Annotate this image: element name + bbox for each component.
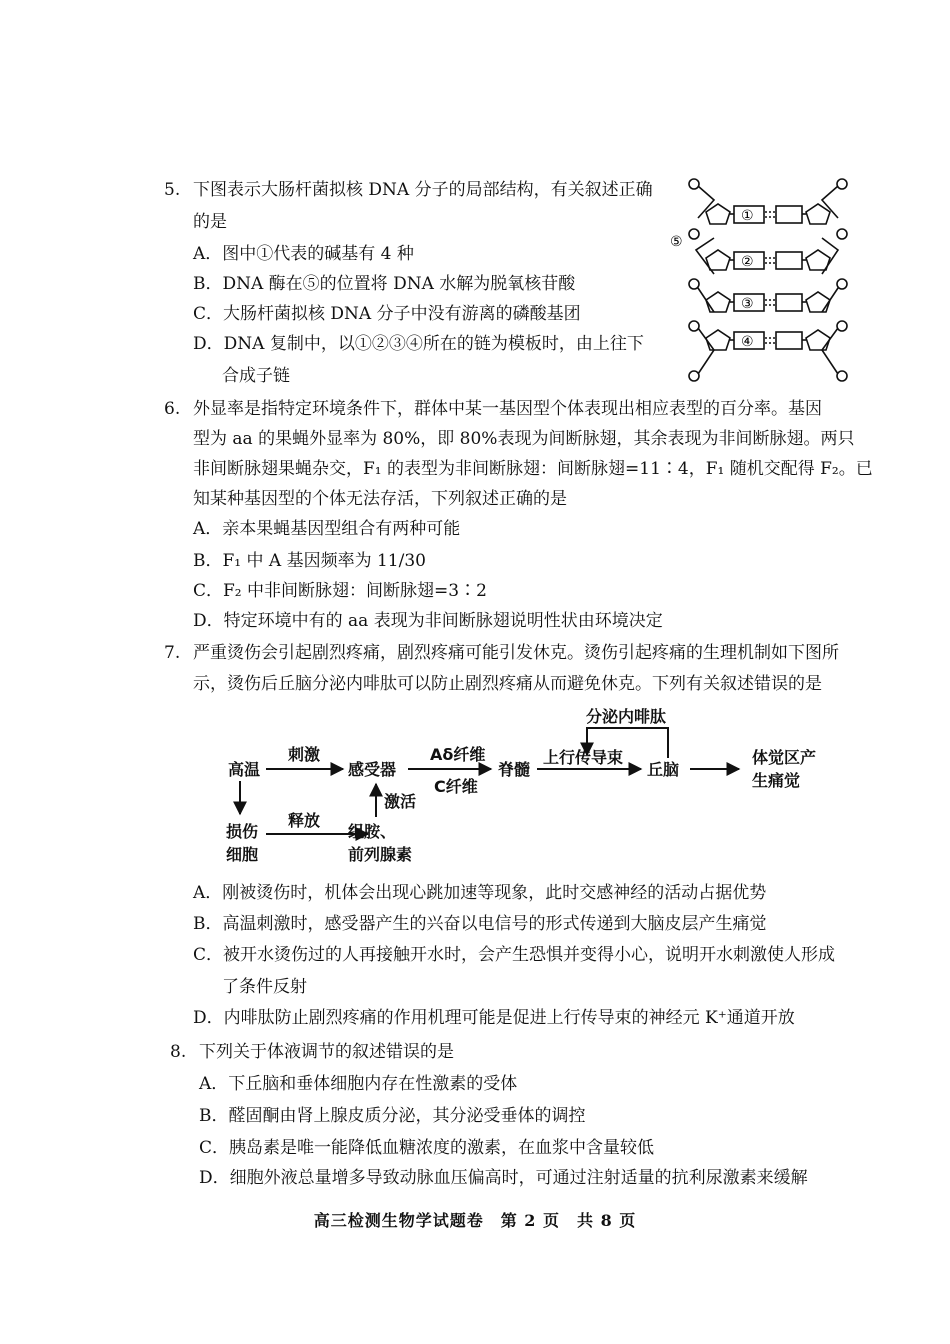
node-zuan-line1: 组胺、 (348, 822, 397, 841)
label-ciji: 刺激 (288, 745, 321, 764)
q8-stem: 下列关于体液调节的叙述错误的是 (199, 1042, 454, 1062)
node-tijue-line2: 生痛觉 (752, 771, 801, 790)
q6-stem-line1: 外显率是指特定环境条件下，群体中某一基因型个体表现出相应表型的百分率。基因 (193, 399, 822, 419)
q7-number: 7. (164, 643, 181, 663)
dna-base-label: ② (741, 254, 754, 270)
dna-base-label: ① (741, 208, 754, 224)
q6-option-a: A．亲本果蝇基因型组合有两种可能 (193, 519, 461, 539)
node-qiunao: 丘脑 (647, 760, 680, 779)
node-jisui: 脊髓 (498, 760, 531, 779)
page-footer: 高三检测生物学试题卷 第 2 页 共 8 页 (313, 1211, 637, 1230)
q5-option-a: A．图中①代表的碱基有 4 种 (193, 244, 414, 264)
dna-structure-figure (668, 178, 864, 386)
q5-option-c: C．大肠杆菌拟核 DNA 分子中没有游离的磷酸基团 (193, 304, 581, 324)
q7-option-d: D．内啡肽防止剧烈疼痛的作用机理可能是促进上行传导束的神经元 K⁺通道开放 (193, 1008, 795, 1028)
q7-stem-line2: 示，烫伤后丘脑分泌内啡肽可以防止剧烈疼痛从而避免休克。下列有关叙述错误的是 (193, 674, 822, 694)
node-ganshouqi: 感受器 (348, 760, 397, 779)
q5-stem-line2: 的是 (193, 212, 227, 232)
q6-option-c: C．F₂ 中非间断脉翅：间断脉翅=3∶2 (193, 581, 487, 601)
q6-stem-line2: 型为 aa 的果蝇外显率为 80%，即 80%表现为间断脉翅，其余表现为非间断脉翅。两只 (193, 429, 855, 449)
dna-base-label: ④ (741, 334, 754, 350)
q8-number: 8. (170, 1042, 187, 1062)
q6-option-d: D．特定环境中有的 aa 表现为非间断脉翅说明性状由环境决定 (193, 611, 663, 631)
node-sunshang-line2: 细胞 (226, 845, 259, 864)
q8-option-c: C．胰岛素是唯一能降低血糖浓度的激素，在血浆中含量较低 (199, 1138, 655, 1158)
q8-option-b: B．醛固酮由肾上腺皮质分泌，其分泌受垂体的调控 (199, 1106, 586, 1126)
node-gaowen: 高温 (228, 760, 261, 779)
q5-number: 5. (164, 180, 181, 200)
q7-option-c-line1: C．被开水烫伤过的人再接触开水时，会产生恐惧并变得小心，说明开水刺激使人形成 (193, 945, 836, 965)
pain-mechanism-diagram (200, 700, 840, 870)
label-jihuo: 激活 (384, 792, 417, 811)
dna-marker-5: ⑤ (670, 234, 683, 250)
q7-stem-line1: 严重烫伤会引起剧烈疼痛，剧烈疼痛可能引发休克。烫伤引起疼痛的生理机制如下图所 (193, 643, 839, 663)
label-shangxing: 上行传导束 (543, 748, 624, 767)
q6-option-b: B．F₁ 中 A 基因频率为 11/30 (193, 551, 426, 571)
q7-option-a: A．刚被烫伤时，机体会出现心跳加速等现象，此时交感神经的活动占据优势 (193, 883, 767, 903)
q6-stem-line4: 知某种基因型的个体无法存活，下列叙述正确的是 (193, 489, 567, 509)
label-fenmi: 分泌内啡肽 (586, 707, 667, 726)
q6-number: 6. (164, 399, 181, 419)
node-zuan-line2: 前列腺素 (348, 845, 413, 864)
node-tijue-line1: 体觉区产 (752, 748, 817, 767)
label-fiber-c: C纤维 (434, 777, 478, 796)
q5-option-d-line1: D．DNA 复制中，以①②③④所在的链为模板时，由上往下 (193, 334, 644, 354)
q7-option-b: B．高温刺激时，感受器产生的兴奋以电信号的形式传递到大脑皮层产生痛觉 (193, 914, 767, 934)
q7-option-c-line2: 了条件反射 (222, 977, 307, 997)
q5-option-b: B．DNA 酶在⑤的位置将 DNA 水解为脱氧核苷酸 (193, 274, 576, 294)
node-sunshang-line1: 损伤 (226, 822, 259, 841)
label-shifang: 释放 (288, 811, 321, 830)
label-fiber-adelta: Aδ纤维 (430, 745, 486, 764)
q6-stem-line3: 非间断脉翅果蝇杂交，F₁ 的表型为非间断脉翅：间断脉翅=11∶4，F₁ 随机交配得 F₂。已 (193, 459, 873, 479)
q8-option-d: D．细胞外液总量增多导致动脉血压偏高时，可通过注射适量的抗利尿激素来缓解 (199, 1168, 808, 1188)
q5-stem-line1: 下图表示大肠杆菌拟核 DNA 分子的局部结构，有关叙述正确 (193, 180, 653, 200)
dna-base-label: ③ (741, 296, 754, 312)
q8-option-a: A．下丘脑和垂体细胞内存在性激素的受体 (199, 1074, 518, 1094)
q5-option-d-line2: 合成子链 (222, 366, 290, 386)
